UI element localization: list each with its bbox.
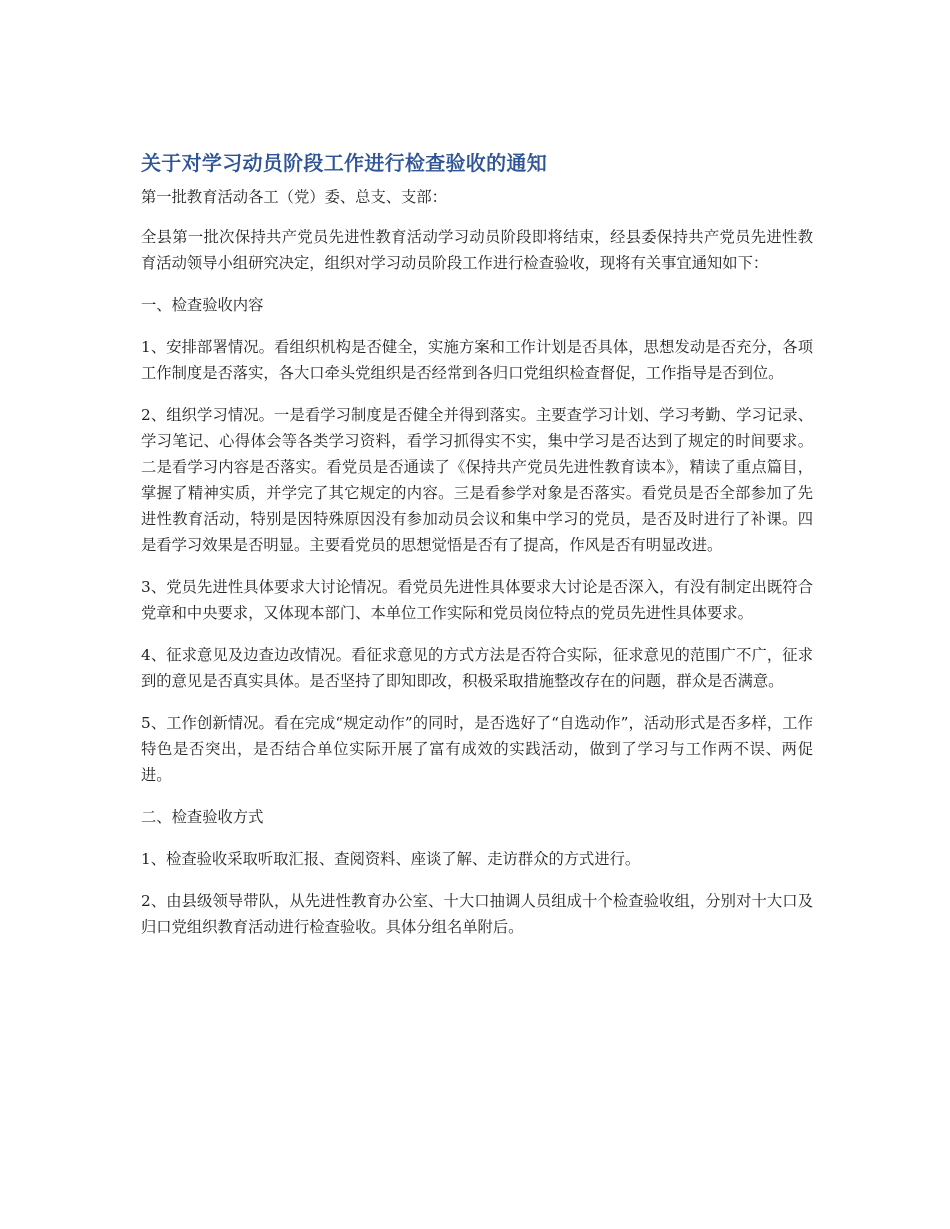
document-page: [141, 148, 813, 956]
intro-paragraph: 全县第一批次保持共产党员先进性教育活动学习动员阶段即将结束，经县委保持共产党员先进性教育活动领导小组研究决定，组织对学习动员阶段工作进行检查验收，现将有关事宜通知如下：: [141, 228, 813, 272]
salutation: 第一批教育活动各工（党）委、总支、支部：: [141, 188, 447, 206]
section-heading-content: 一、检查验收内容: [141, 296, 264, 314]
document-title: 关于对学习动员阶段工作进行检查验收的通知: [141, 151, 547, 175]
item-discussion: 3、党员先进性具体要求大讨论情况。看党员先进性具体要求大讨论是否深入，有没有制定出既符合党章和中央要求，又体现本部门、本单位工作实际和党员岗位特点的党员先进性具体要求。: [141, 578, 813, 622]
method-item-2: 2、由县级领导带队，从先进性教育办公室、十大口抽调人员组成十个检查验收组，分别对十大口及归口党组织教育活动进行检查验收。具体分组名单附后。: [141, 892, 813, 936]
item-opinions-rectification: 4、征求意见及边查边改情况。看征求意见的方式方法是否符合实际，征求意见的范围广不广，征求到的意见是否真实具体。是否坚持了即知即改，积极采取措施整改存在的问题，群众是否满意。: [141, 646, 813, 690]
section-heading-method: 二、检查验收方式: [141, 808, 264, 826]
method-item-1: 1、检查验收采取听取汇报、查阅资料、座谈了解、走访群众的方式进行。: [141, 850, 641, 868]
item-study-organization: 2、组织学习情况。一是看学习制度是否健全并得到落实。主要查学习计划、学习考勤、学习记录、学习笔记、心得体会等各类学习资料，看学习抓得实不实，集中学习是否达到了规定的时间要求。二是看学习内容是否落实。看党员是否通读了《保持共产党员先进性教育读本》，精读了重点篇目，掌握了精神实质，并学完了其它规定的内容。三是看参学对象是否落实。看党员是否全部参加了先进性教育活动，特别是因特殊原因没有参加动员会议和集中学习的党员，是否及时进行了补课。四是看学习效果是否明显。主要看党员的思想觉悟是否有了提高，作风是否有明显改进。: [141, 406, 813, 554]
item-deployment: 1、安排部署情况。看组织机构是否健全，实施方案和工作计划是否具体，思想发动是否充分，各项工作制度是否落实，各大口牵头党组织是否经常到各归口党组织检查督促，工作指导是否到位。: [141, 338, 813, 382]
item-innovation: 5、工作创新情况。看在完成“规定动作”的同时，是否选好了“自选动作”，活动形式是否多样，工作特色是否突出，是否结合单位实际开展了富有成效的实践活动，做到了学习与工作两不误、两促进。: [141, 714, 813, 784]
